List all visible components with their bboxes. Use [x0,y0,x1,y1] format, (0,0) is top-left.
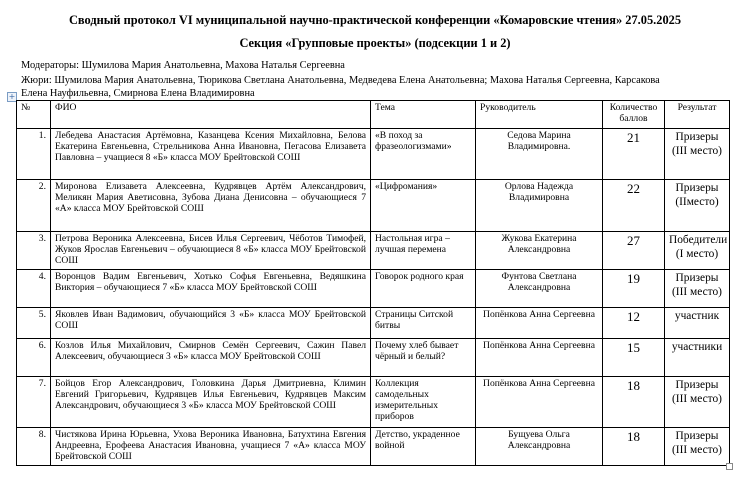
leader-cell: Попёнкова Анна Сергеевна [476,308,603,339]
score-cell: 18 [603,377,665,428]
section-title: Секция «Групповые проекты» (подсекции 1 и 2) [239,36,511,50]
result-cell: Призеры (III место) [665,129,730,180]
header-num: № [17,101,51,129]
row-number: 6. [17,339,51,377]
table-row [17,377,730,428]
participants-cell: Козлов Илья Михайлович, Смирнов Семён Сергеевич, Сажин Павел Алексеевич, обучающиеся 3 «Б» класса МОУ Брейтовской СОШ [51,339,371,377]
score-cell: 12 [603,308,665,339]
table-row [17,270,730,308]
page-title: Сводный протокол VI муниципальной научно-практической конференции «Комаровские чтения» 27.05.2025 [68,13,682,27]
row-number: 3. [17,232,51,270]
topic-cell: Детство, укрaденное войной [371,428,476,466]
moderators-line: Модераторы: Шумилова Мария Анатольевна, Махова Наталья Сергеевна [21,60,345,71]
move-table-icon[interactable]: + [8,92,16,101]
table-row [17,232,730,270]
table-row [17,428,730,466]
topic-cell: Настольная игра – лучшая перемена [371,232,476,270]
row-number: 4. [17,270,51,308]
result-cell: Победители (I место) [665,232,730,270]
jury-line-1: Жюри: Шумилова Мария Анатольевна, Тюрикова Светлана Анатольевна, Медведева Елена Анатольевна; Махова Наталья Сергеевна, Карсакова [21,75,660,86]
leader-cell: Фунтова Светлана Александровна [476,270,603,308]
result-cell: Призеры (IIместо) [665,180,730,232]
participants-cell: Петрова Вероника Алексеевна, Бисев Илья Сергеевич, Чёботов Тимофей, Жуков Ярослав Евгеньевич – обучающиеся 8 «Б» класса МОУ Брейтовской СОШ [51,232,371,270]
result-cell: Призеры (III место) [665,428,730,466]
table-row [17,180,730,232]
participants-cell: Лебедева Анастасия Артёмовна, Казанцева Ксения Михайловна, Белова Екатерина Евгеньевна, Стрельникова Анна Ивановна, Пегасова Елизавета Павловна – учащиеся 8 «Б» класса МОУ Брейтовской СОШ [51,129,371,180]
row-number: 7. [17,377,51,428]
result-cell: Призеры (III место) [665,377,730,428]
participants-cell: Миронова Елизавета Алексеевна, Кудрявцев Артём Александрович, Меликян Мария Аветисовна, Зубова Диана Денисовна – обучающиеся 7 «А» класса МОУ Брейтовской СОШ [51,180,371,232]
row-number: 5. [17,308,51,339]
header-leader: Руководитель [476,101,603,129]
header-count: Количество баллов [603,101,665,129]
topic-cell: «В поход за фразеологизмами» [371,129,476,180]
header-name: ФИО [51,101,371,129]
score-cell: 21 [603,129,665,180]
topic-cell: Коллекция самодельных измерительных приборов [371,377,476,428]
participants-cell: Яковлев Иван Вадимович, обучающийся 3 «Б» класса МОУ Брейтовской СОШ [51,308,371,339]
topic-cell: «Цифромания» [371,180,476,232]
row-number: 1. [17,129,51,180]
header-topic: Тема [371,101,476,129]
row-number: 2. [17,180,51,232]
topic-cell: Говорок родного края [371,270,476,308]
result-cell: Призеры (III место) [665,270,730,308]
topic-cell: Страницы Ситской битвы [371,308,476,339]
result-cell: участники [665,339,730,377]
row-number: 8. [17,428,51,466]
participants-cell: Чистякова Ирина Юрьевна, Ухова Вероника Ивановна, Батухтина Евгения Андреевна, Ерофеева Анастасия Ивановна, учащиеся 7 «А» класса МОУ Брейтовской СОШ [51,428,371,466]
header-result: Результат [665,101,730,129]
resize-handle-icon[interactable] [726,463,733,470]
score-cell: 27 [603,232,665,270]
result-cell: участник [665,308,730,339]
leader-cell: Попёнкова Анна Сергеевна [476,377,603,428]
jury-line-2: Елена Науфильевна, Смирнова Елена Владимировна [21,88,255,99]
score-cell: 19 [603,270,665,308]
table-row [17,308,730,339]
leader-cell: Седова Марина Владимировна. [476,129,603,180]
leader-cell: Жукова Екатерина Александровна [476,232,603,270]
leader-cell: Орлова Надежда Владимировна [476,180,603,232]
score-cell: 22 [603,180,665,232]
topic-cell: Почему хлеб бывает чёрный и белый? [371,339,476,377]
participants-cell: Воронцов Вадим Евгеньевич, Хотько Софья Евгеньевна, Ведяшкина Виктория – обучающиеся 7 «Б» класса МОУ Брейтовской СОШ [51,270,371,308]
table-row [17,339,730,377]
table-row [17,129,730,180]
table-header-row [17,101,730,129]
participants-cell: Бойцов Егор Александрович, Головкина Дарья Дмитриевна, Климин Евгений Григорьевич, Кудрявцев Илья Евгеньевич, Кудрявцев Максим Александрович, обучающиеся 3 «Б» класса МОУ Брейтовской СОШ [51,377,371,428]
leader-cell: Попёнкова Анна Сергеевна [476,339,603,377]
leader-cell: Бущуева Ольга Александровна [476,428,603,466]
score-cell: 15 [603,339,665,377]
score-cell: 18 [603,428,665,466]
results-table [16,100,730,466]
